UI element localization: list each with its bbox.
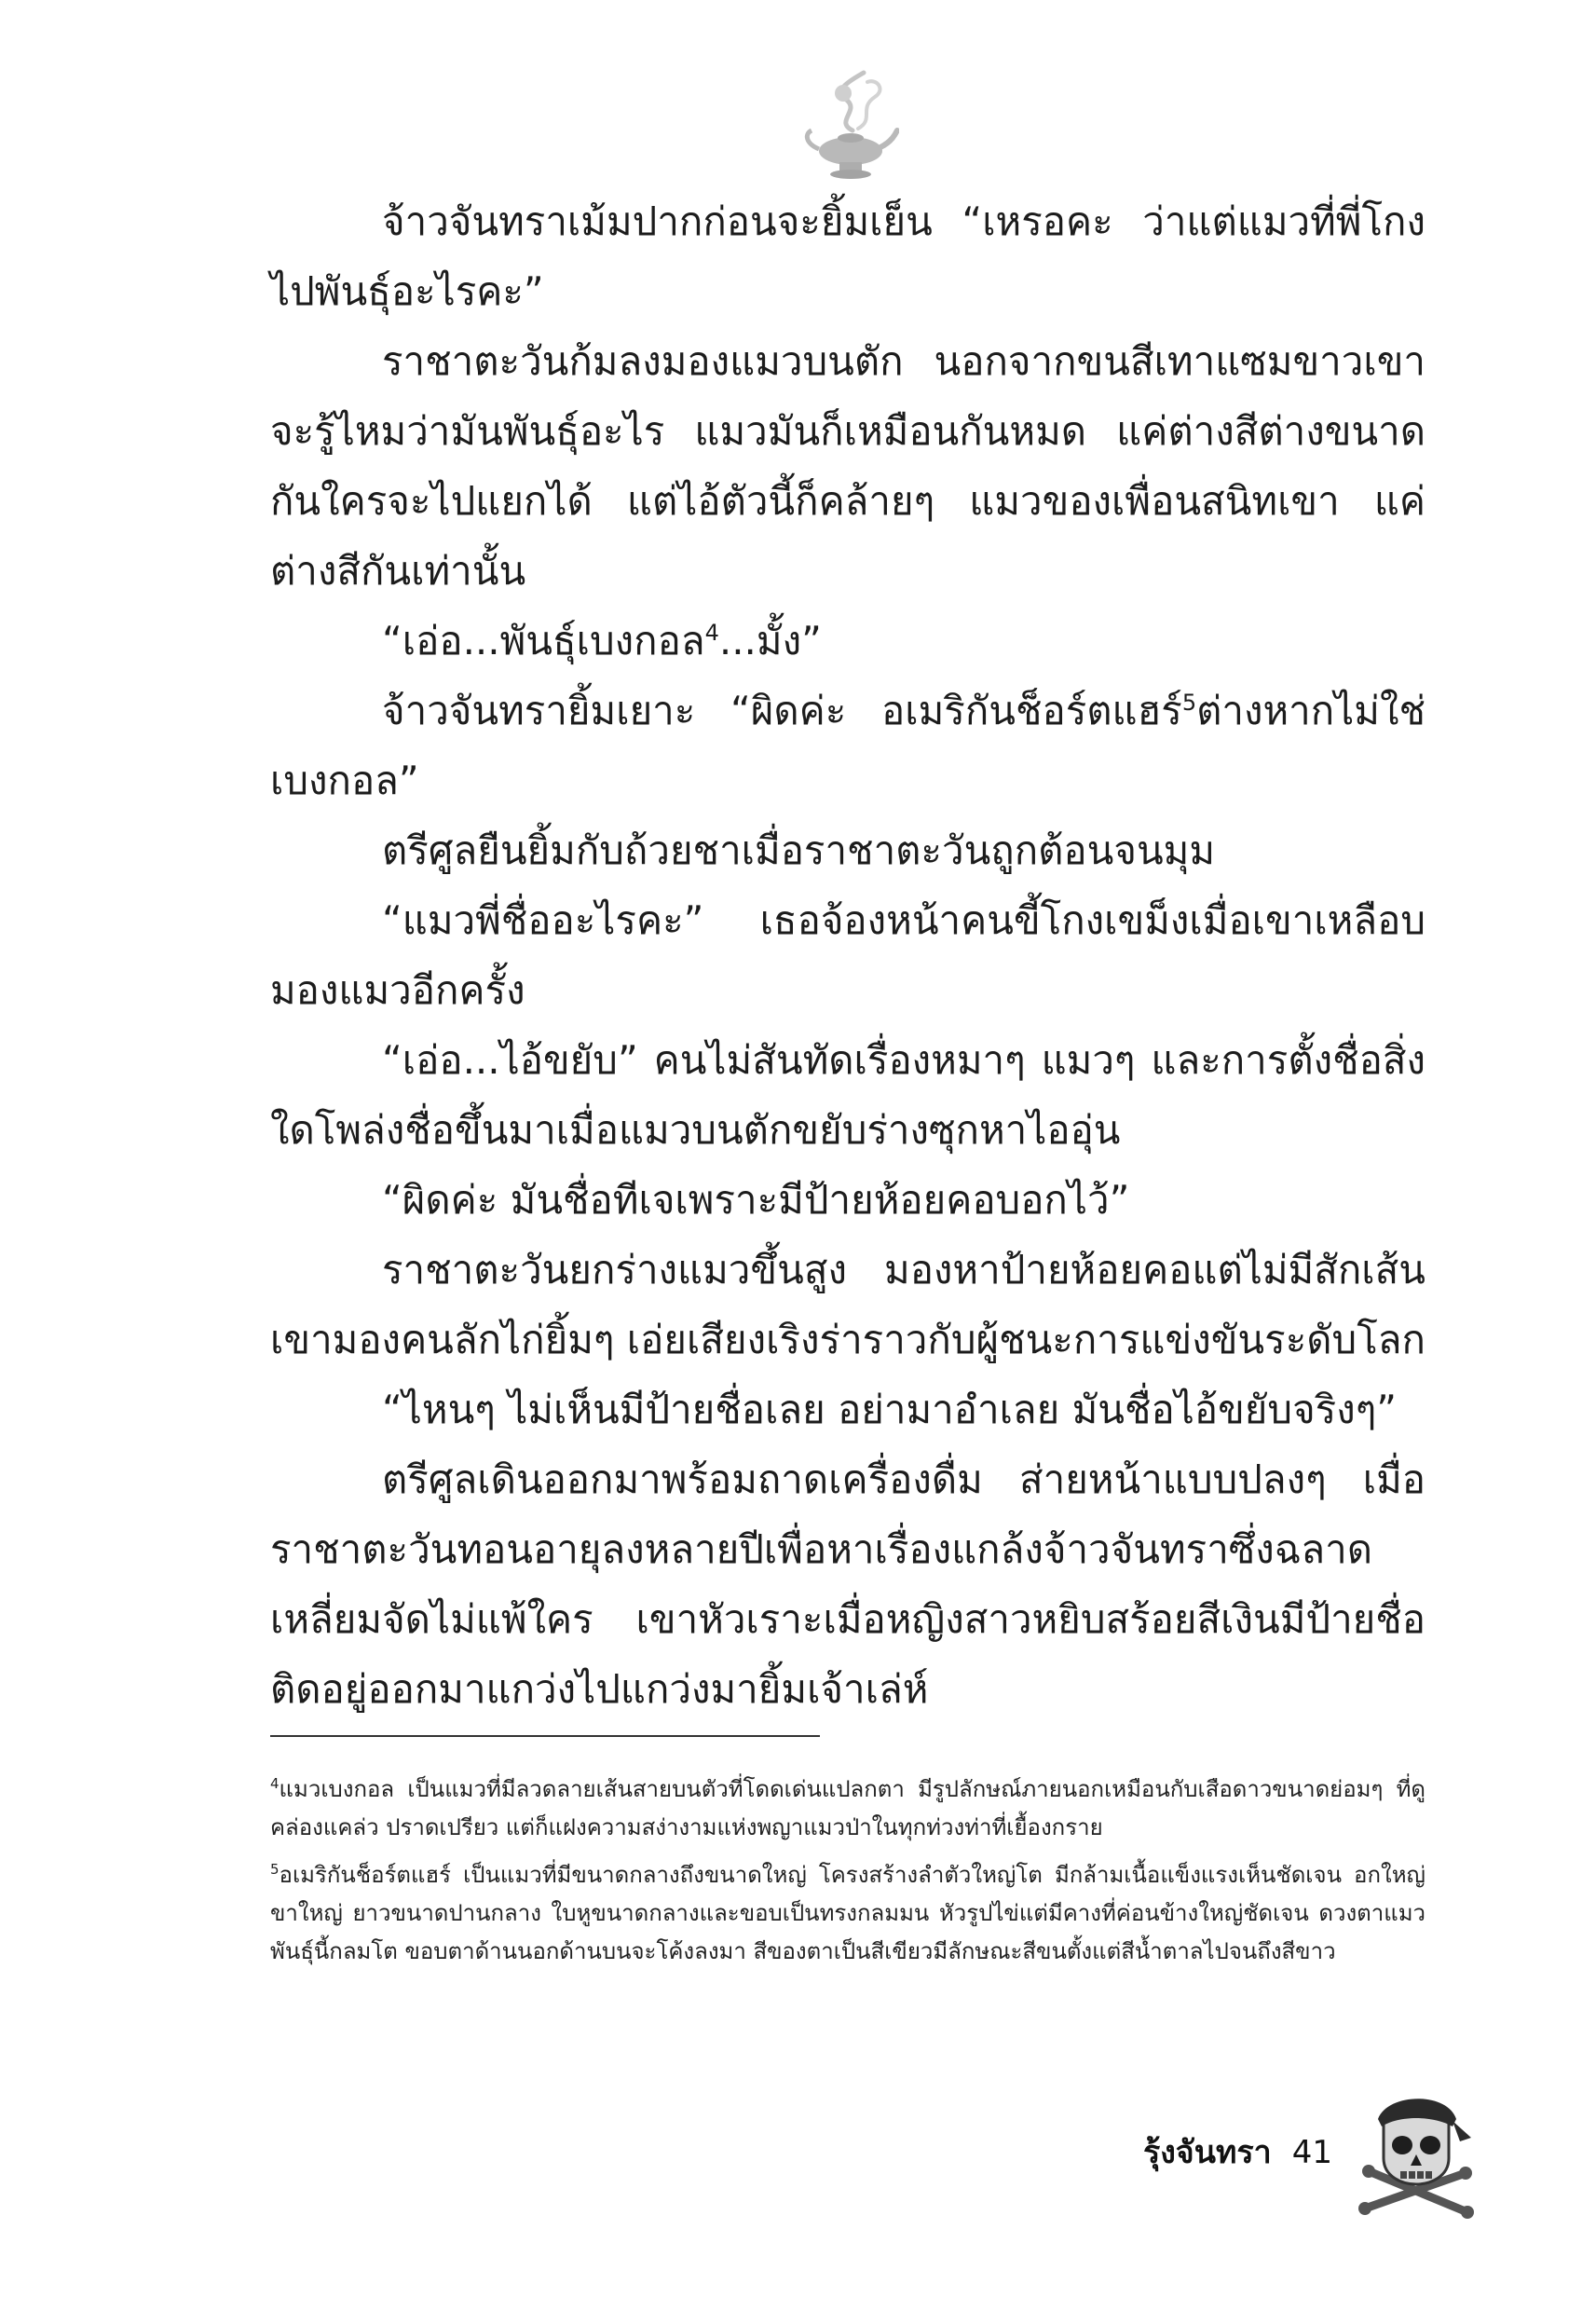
footnote bbox=[270, 1771, 1425, 1847]
paragraph-text: จ้าวจันทรายิ้มเยาะ “ผิดค่ะ อเมริกันช็อร์ตแฮร์ bbox=[382, 688, 1182, 733]
footnote bbox=[270, 1856, 1425, 1971]
footnote-marker: 5 bbox=[270, 1861, 280, 1878]
page-footer bbox=[1071, 2125, 1332, 2181]
footnotes bbox=[270, 1771, 1425, 1980]
skull-crossbones-icon bbox=[1356, 2087, 1477, 2227]
paragraph: จ้าวจันทราเม้มปากก่อนจะยิ้มเย็น “เหรอคะ ว่าแต่แมวที่พี่โกงไปพันธุ์อะไรคะ” bbox=[270, 198, 1425, 314]
paragraph-text: “เอ่อ...พันธุ์เบงกอล bbox=[382, 618, 705, 663]
footnote-marker: 4 bbox=[270, 1775, 280, 1792]
footnote-text: แมวเบงกอล เป็นแมวที่มีลวดลายเส้นสายบนตัวที่โดดเด่นแปลกตา มีรูปลักษณ์ภายนอกเหมือนกับเสือดาวขนาดย่อมๆ ที่ดูคล่องแคล่ว ปราดเปรียว แต่ก็แฝงความสง่างามแห่งพญาแมวป่าในทุกท่วงท่าที่เยื้องกราย bbox=[270, 1776, 1425, 1840]
footnote-divider bbox=[270, 1735, 820, 1737]
paragraph-text: ...มั้ง” bbox=[718, 618, 822, 663]
footnote-ref[interactable]: 5 bbox=[1181, 690, 1197, 716]
paragraph-text: ต่างหากไม่ใช่เบงกอล” bbox=[270, 688, 1425, 803]
paragraph: ราชาตะวันก้มลงมองแมวบนตัก นอกจากขนสีเทาแซมขาวเขาจะรู้ไหมว่ามันพันธุ์อะไร แมวมันก็เหมือนกันหมด แค่ต่างสีต่างขนาดกันใครจะไปแยกได้ แต่ไอ้ตัวนี้ก็คล้ายๆ แมวของเพื่อนสนิทเขา แค่ต่างสีกันเท่านั้น bbox=[270, 338, 1425, 594]
story-body bbox=[270, 186, 1425, 1724]
magic-lamp-icon bbox=[797, 65, 899, 186]
paragraph bbox=[270, 606, 1425, 676]
book-title: รุ้งจันทรา bbox=[1142, 2134, 1272, 2171]
paragraph bbox=[270, 676, 1425, 815]
paragraph: “ผิดค่ะ มันชื่อทีเจเพราะมีป้ายห้อยคอบอกไว้” bbox=[382, 1177, 1130, 1223]
paragraph: ตรีศูลเดินออกมาพร้อมถาดเครื่องดื่ม ส่ายหน้าแบบปลงๆ เมื่อราชาตะวันทอนอายุลงหลายปีเพื่อหาเรื่องแกล้งจ้าวจันทราซึ่งฉลาดเหลี่ยมจัดไม่แพ้ใคร เขาหัวเราะเมื่อหญิงสาวหยิบสร้อยสีเงินมีป้ายชื่อติดอยู่ออกมาแกว่งไปแกว่งมายิ้มเจ้าเล่ห์ bbox=[270, 1456, 1425, 1712]
paragraph: “แมวพี่ชื่ออะไรคะ” เธอจ้องหน้าคนขี้โกงเขม็งเมื่อเขาเหลือบมองแมวอีกครั้ง bbox=[270, 897, 1425, 1013]
page-number: 41 bbox=[1291, 2134, 1332, 2171]
paragraph: ตรีศูลยืนยิ้มกับถ้วยชาเมื่อราชาตะวันถูกต้อนจนมุม bbox=[382, 827, 1216, 873]
paragraph: “ไหนๆ ไม่เห็นมีป้ายชื่อเลย อย่ามาอำเลย มันชื่อไอ้ขยับจริงๆ” bbox=[382, 1387, 1398, 1432]
footnote-ref[interactable]: 4 bbox=[704, 620, 719, 646]
paragraph: “เอ่อ...ไอ้ขยับ” คนไม่สันทัดเรื่องหมาๆ แมวๆ และการตั้งชื่อสิ่งใดโพล่งชื่อขึ้นมาเมื่อแมวบนตักขยับร่างซุกหาไออุ่น bbox=[270, 1037, 1425, 1153]
footnote-text: อเมริกันช็อร์ตแฮร์ เป็นแมวที่มีขนาดกลางถึงขนาดใหญ่ โครงสร้างลำตัวใหญ่โต มีกล้ามเนื้อแข็งแรงเห็นชัดเจน อกใหญ่ ขาใหญ่ ยาวขนาดปานกลาง ใบหูขนาดกลางและขอบเป็นทรงกลมมน หัวรูปไข่แต่มีคางที่ค่อนข้างใหญ่ชัดเจน ดวงตาแมวพันธุ์นี้กลมโต ขอบตาด้านนอกด้านบนจะโค้งลงมา สีของตาเป็นสีเขียวมีลักษณะสีขนตั้งแต่สีน้ำตาลไปจนถึงสีขาว bbox=[270, 1862, 1425, 1964]
paragraph: ราชาตะวันยกร่างแมวขึ้นสูง มองหาป้ายห้อยคอแต่ไม่มีสักเส้น เขามองคนลักไก่ยิ้มๆ เอ่ยเสียงเริงร่าราวกับผู้ชนะการแข่งขันระดับโลก bbox=[270, 1247, 1425, 1362]
